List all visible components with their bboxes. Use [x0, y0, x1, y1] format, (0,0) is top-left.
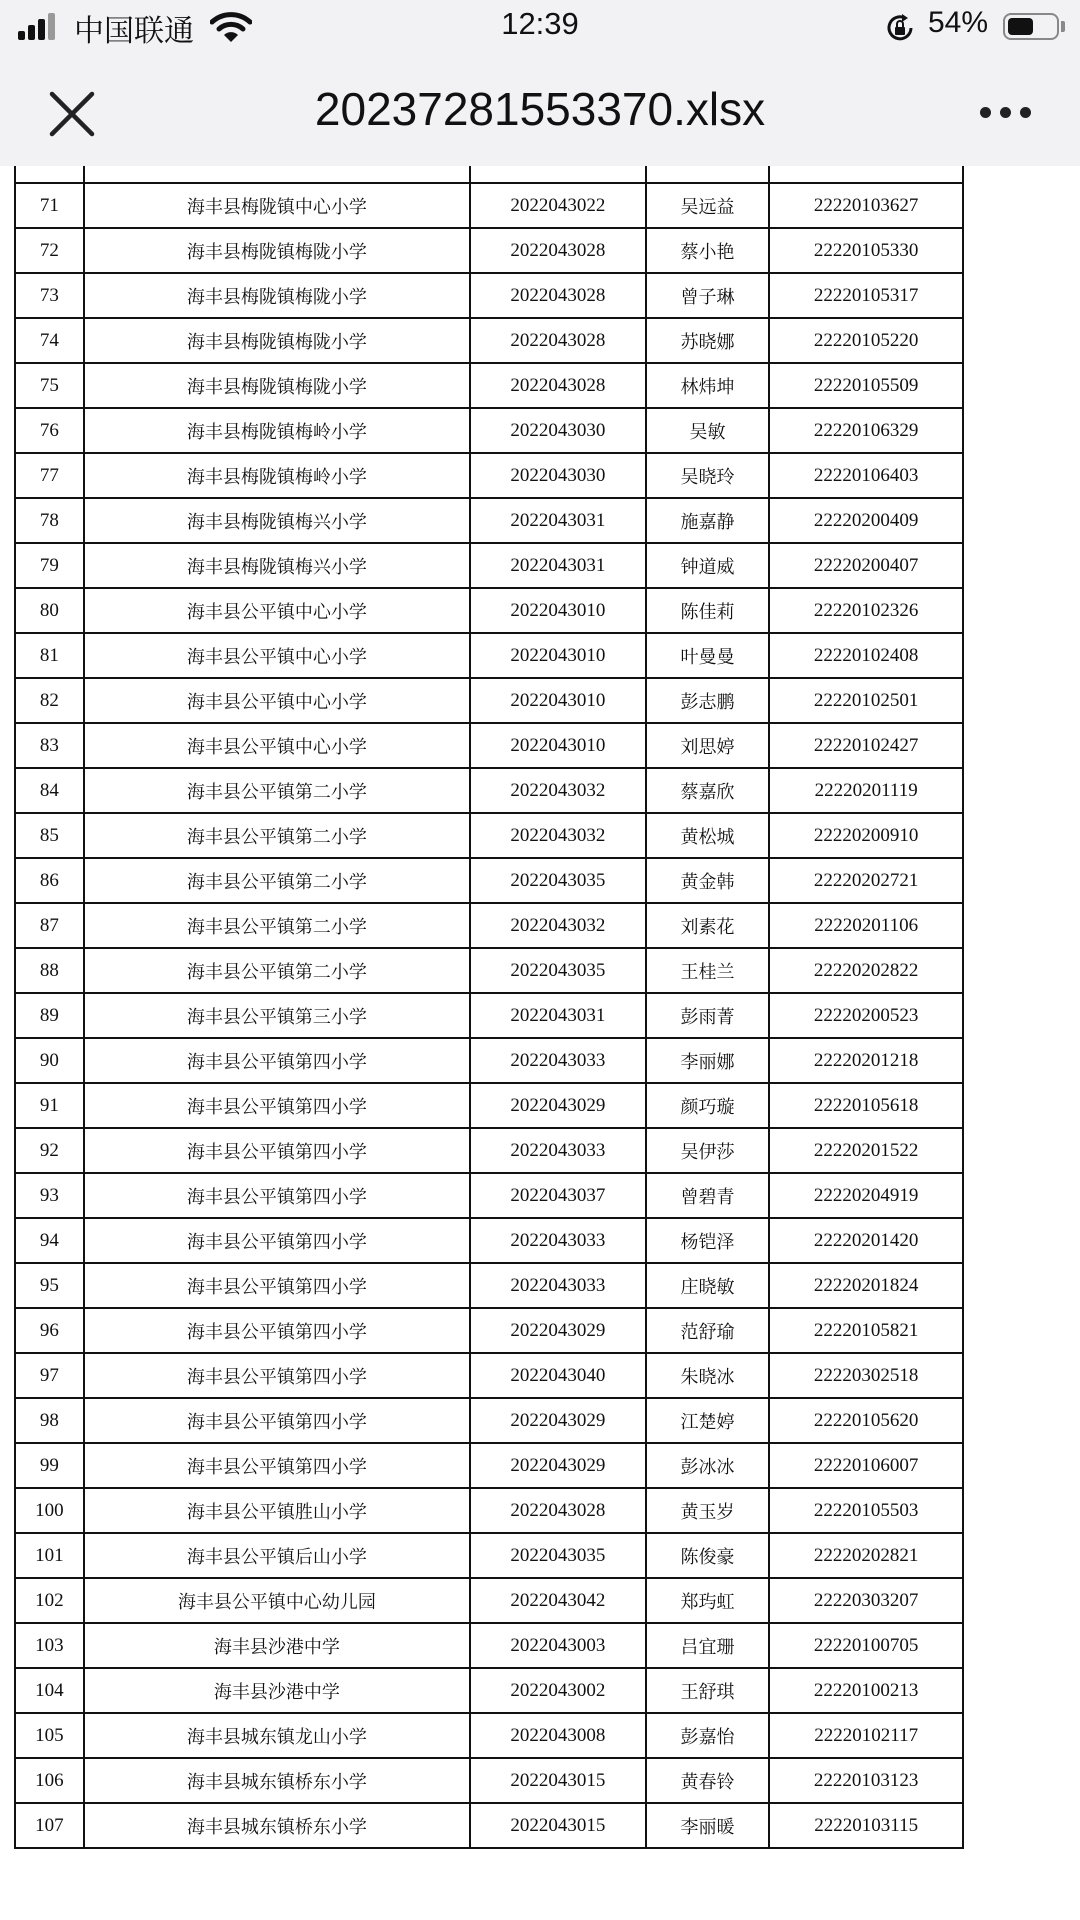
table-row [15, 318, 963, 363]
person-name-cell[interactable]: 颜巧璇 [646, 1083, 770, 1128]
position-code-cell[interactable]: 2022043028 [470, 318, 646, 363]
exam-number-cell[interactable]: 22220105503 [769, 1488, 963, 1533]
table-row [15, 948, 963, 993]
school-name-cell[interactable]: 海丰县梅陇镇梅兴小学 [84, 498, 470, 543]
table-row [15, 813, 963, 858]
close-icon[interactable] [44, 86, 100, 142]
exam-number-cell[interactable]: 22220302518 [769, 1353, 963, 1398]
exam-number-cell[interactable]: 22220201218 [769, 1038, 963, 1083]
school-name-cell[interactable]: 海丰县公平镇第四小学 [84, 1263, 470, 1308]
exam-number-cell[interactable]: 22220100213 [769, 1668, 963, 1713]
person-name-cell[interactable]: 曾碧青 [646, 1173, 770, 1218]
person-name-cell[interactable]: 苏晓娜 [646, 318, 770, 363]
row-number-cell[interactable]: 98 [15, 1398, 84, 1443]
row-number-cell[interactable]: 100 [15, 1488, 84, 1533]
exam-number-cell[interactable]: 22220105220 [769, 318, 963, 363]
school-name-cell[interactable]: 海丰县公平镇第二小学 [84, 903, 470, 948]
row-number-cell[interactable]: 96 [15, 1308, 84, 1353]
school-name-cell[interactable]: 海丰县公平镇第四小学 [84, 1218, 470, 1263]
person-name-cell[interactable]: 吴晓玲 [646, 453, 770, 498]
table-row [15, 1038, 963, 1083]
person-name-cell[interactable]: 彭嘉怡 [646, 1713, 770, 1758]
position-code-cell[interactable]: 2022043040 [470, 1353, 646, 1398]
exam-number-cell[interactable]: 22220102427 [769, 723, 963, 768]
exam-number-cell[interactable]: 22220105509 [769, 363, 963, 408]
table-row [15, 1668, 963, 1713]
school-name-cell[interactable]: 海丰县公平镇中心小学 [84, 588, 470, 633]
position-code-cell[interactable]: 2022043037 [470, 1173, 646, 1218]
row-number-cell[interactable]: 92 [15, 1128, 84, 1173]
school-name-cell[interactable]: 海丰县公平镇后山小学 [84, 1533, 470, 1578]
school-name-cell[interactable]: 海丰县公平镇第二小学 [84, 948, 470, 993]
exam-number-cell[interactable]: 22220105620 [769, 1398, 963, 1443]
row-number-cell[interactable]: 95 [15, 1263, 84, 1308]
person-name-cell[interactable]: 江楚婷 [646, 1398, 770, 1443]
person-name-cell[interactable]: 吴远益 [646, 183, 770, 228]
table-row [15, 1713, 963, 1758]
school-name-cell[interactable]: 海丰县公平镇第二小学 [84, 858, 470, 903]
school-name-cell[interactable]: 海丰县沙港中学 [84, 1623, 470, 1668]
school-name-cell[interactable]: 海丰县公平镇第四小学 [84, 1308, 470, 1353]
document-title: 20237281553370.xlsx [314, 83, 766, 135]
school-name-cell[interactable]: 海丰县公平镇第四小学 [84, 1443, 470, 1488]
row-number-cell[interactable]: 94 [15, 1218, 84, 1263]
position-code-cell[interactable]: 2022043031 [470, 993, 646, 1038]
row-number-cell[interactable]: 106 [15, 1758, 84, 1803]
table-row [15, 768, 963, 813]
exam-number-cell[interactable]: 22220200409 [769, 498, 963, 543]
school-name-cell[interactable]: 海丰县公平镇第四小学 [84, 1038, 470, 1083]
table-row [15, 228, 963, 273]
status-bar [0, 0, 1080, 56]
table-row [15, 1353, 963, 1398]
person-name-cell[interactable]: 吴伊莎 [646, 1128, 770, 1173]
school-name-cell[interactable]: 海丰县城东镇桥东小学 [84, 1803, 470, 1848]
exam-number-cell[interactable]: 22220102408 [769, 633, 963, 678]
school-name-cell[interactable]: 海丰县梅陇镇梅陇小学 [84, 363, 470, 408]
table-row [15, 1803, 963, 1848]
row-number-cell[interactable]: 85 [15, 813, 84, 858]
school-name-cell[interactable]: 海丰县公平镇第三小学 [84, 993, 470, 1038]
battery-icon [1003, 13, 1059, 40]
person-name-cell[interactable]: 蔡嘉欣 [646, 768, 770, 813]
school-name-cell[interactable]: 海丰县城东镇龙山小学 [84, 1713, 470, 1758]
person-name-cell[interactable]: 彭志鹏 [646, 678, 770, 723]
school-name-cell[interactable]: 海丰县公平镇中心小学 [84, 723, 470, 768]
row-number-cell[interactable]: 99 [15, 1443, 84, 1488]
person-name-cell[interactable]: 曾子琳 [646, 273, 770, 318]
position-code-cell[interactable]: 2022043022 [470, 183, 646, 228]
row-number-cell[interactable]: 81 [15, 633, 84, 678]
row-number-cell[interactable]: 79 [15, 543, 84, 588]
school-name-cell[interactable]: 海丰县城东镇桥东小学 [84, 1758, 470, 1803]
row-number-cell[interactable]: 102 [15, 1578, 84, 1623]
position-code-cell[interactable]: 2022043031 [470, 498, 646, 543]
school-name-cell[interactable]: 海丰县公平镇第四小学 [84, 1128, 470, 1173]
table-row [15, 1533, 963, 1578]
table-row [15, 993, 963, 1038]
more-options-icon[interactable] [980, 104, 1032, 124]
exam-number-cell[interactable]: 22220106403 [769, 453, 963, 498]
position-code-cell[interactable]: 2022043030 [470, 408, 646, 453]
rotation-lock-icon [884, 12, 916, 44]
exam-number-cell[interactable]: 22220102501 [769, 678, 963, 723]
school-name-cell[interactable]: 海丰县公平镇第四小学 [84, 1398, 470, 1443]
exam-number-cell[interactable]: 22220200523 [769, 993, 963, 1038]
table-row [15, 1263, 963, 1308]
row-number-cell[interactable]: 87 [15, 903, 84, 948]
position-code-cell[interactable]: 2022043003 [470, 1623, 646, 1668]
row-number-cell[interactable]: 72 [15, 228, 84, 273]
school-name-cell[interactable]: 海丰县梅陇镇梅岭小学 [84, 453, 470, 498]
school-name-cell[interactable]: 海丰县公平镇第四小学 [84, 1173, 470, 1218]
position-code-cell[interactable]: 2022043028 [470, 228, 646, 273]
table-row [15, 1488, 963, 1533]
person-name-cell[interactable]: 吴敏 [646, 408, 770, 453]
school-name-cell[interactable]: 海丰县公平镇中心幼儿园 [84, 1578, 470, 1623]
row-number-cell[interactable]: 97 [15, 1353, 84, 1398]
person-name-cell[interactable]: 黄金韩 [646, 858, 770, 903]
row-number-cell[interactable]: 101 [15, 1533, 84, 1578]
exam-number-cell[interactable]: 22220105330 [769, 228, 963, 273]
person-name-cell[interactable]: 彭冰冰 [646, 1443, 770, 1488]
row-number-cell[interactable]: 103 [15, 1623, 84, 1668]
row-number-cell[interactable]: 107 [15, 1803, 84, 1848]
school-name-cell[interactable]: 海丰县梅陇镇梅岭小学 [84, 408, 470, 453]
table-row [15, 498, 963, 543]
position-code-cell[interactable]: 2022043033 [470, 1038, 646, 1083]
row-number-cell[interactable]: 74 [15, 318, 84, 363]
position-code-cell[interactable]: 2022043032 [470, 768, 646, 813]
exam-number-cell[interactable]: 22220202721 [769, 858, 963, 903]
person-name-cell[interactable]: 施嘉静 [646, 498, 770, 543]
position-code-cell[interactable]: 2022043029 [470, 1083, 646, 1128]
position-code-cell[interactable]: 2022043015 [470, 1758, 646, 1803]
exam-number-cell[interactable]: 22220100705 [769, 1623, 963, 1668]
row-number-cell[interactable]: 83 [15, 723, 84, 768]
row-number-cell[interactable]: 93 [15, 1173, 84, 1218]
person-name-cell[interactable]: 刘素花 [646, 903, 770, 948]
position-code-cell[interactable]: 2022043029 [470, 1308, 646, 1353]
row-number-cell[interactable]: 86 [15, 858, 84, 903]
position-code-cell[interactable]: 2022043033 [470, 1263, 646, 1308]
exam-number-cell[interactable]: 22220106329 [769, 408, 963, 453]
row-number-cell[interactable]: 73 [15, 273, 84, 318]
row-number-cell[interactable]: 91 [15, 1083, 84, 1128]
person-name-cell[interactable]: 叶曼曼 [646, 633, 770, 678]
table-row [15, 543, 963, 588]
school-name-cell[interactable]: 海丰县公平镇胜山小学 [84, 1488, 470, 1533]
exam-number-cell[interactable]: 22220105618 [769, 1083, 963, 1128]
school-name-cell[interactable]: 海丰县梅陇镇中心小学 [84, 183, 470, 228]
person-name-cell[interactable]: 陈俊豪 [646, 1533, 770, 1578]
position-code-cell[interactable]: 2022043033 [470, 1218, 646, 1263]
position-code-cell[interactable]: 2022043028 [470, 363, 646, 408]
status-time: 12:39 [501, 6, 579, 41]
position-code-cell[interactable]: 2022043042 [470, 1578, 646, 1623]
exam-number-cell[interactable]: 22220106007 [769, 1443, 963, 1488]
exam-number-cell[interactable]: 22220200910 [769, 813, 963, 858]
row-number-cell[interactable]: 88 [15, 948, 84, 993]
exam-number-cell[interactable]: 22220200407 [769, 543, 963, 588]
exam-number-cell[interactable]: 22220102326 [769, 588, 963, 633]
position-code-cell[interactable]: 2022043010 [470, 678, 646, 723]
row-number-cell[interactable]: 77 [15, 453, 84, 498]
table-row [15, 1218, 963, 1263]
school-name-cell[interactable]: 海丰县梅陇镇梅陇小学 [84, 318, 470, 363]
table-row [15, 183, 963, 228]
row-number-cell[interactable]: 84 [15, 768, 84, 813]
position-code-cell[interactable]: 2022043029 [470, 1398, 646, 1443]
table-row [15, 633, 963, 678]
person-name-cell[interactable]: 杨铠泽 [646, 1218, 770, 1263]
battery-percentage: 54% [928, 6, 989, 39]
table-row [15, 588, 963, 633]
exam-number-cell[interactable]: 22220102117 [769, 1713, 963, 1758]
table-row [15, 858, 963, 903]
carrier-name: 中国联通 [74, 14, 194, 49]
person-name-cell[interactable]: 黄春铃 [646, 1758, 770, 1803]
table-row [15, 1083, 963, 1128]
person-name-cell[interactable]: 李丽暖 [646, 1803, 770, 1848]
position-code-cell[interactable]: 2022043010 [470, 723, 646, 768]
person-name-cell[interactable]: 庄晓敏 [646, 1263, 770, 1308]
exam-number-cell[interactable]: 22220103123 [769, 1758, 963, 1803]
exam-number-cell[interactable]: 22220103115 [769, 1803, 963, 1848]
table-row [15, 273, 963, 318]
table-row [15, 453, 963, 498]
table-row-partial [15, 166, 963, 183]
position-code-cell[interactable]: 2022043028 [470, 1488, 646, 1533]
school-name-cell[interactable]: 海丰县公平镇第四小学 [84, 1353, 470, 1398]
position-code-cell[interactable]: 2022043031 [470, 543, 646, 588]
exam-number-cell[interactable]: 22220201420 [769, 1218, 963, 1263]
row-number-cell[interactable]: 82 [15, 678, 84, 723]
position-code-cell[interactable]: 2022043033 [470, 1128, 646, 1173]
table-row [15, 1758, 963, 1803]
position-code-cell[interactable]: 2022043029 [470, 1443, 646, 1488]
table-row [15, 408, 963, 453]
person-name-cell[interactable]: 刘思婷 [646, 723, 770, 768]
person-name-cell[interactable]: 黄松城 [646, 813, 770, 858]
row-number-cell[interactable]: 89 [15, 993, 84, 1038]
person-name-cell[interactable]: 范舒瑜 [646, 1308, 770, 1353]
row-number-cell[interactable]: 78 [15, 498, 84, 543]
table-row [15, 1173, 963, 1218]
position-code-cell[interactable]: 2022043030 [470, 453, 646, 498]
table-row [15, 1578, 963, 1623]
table-row [15, 1308, 963, 1353]
person-name-cell[interactable]: 林炜坤 [646, 363, 770, 408]
school-name-cell[interactable]: 海丰县公平镇中心小学 [84, 678, 470, 723]
person-name-cell[interactable]: 王舒琪 [646, 1668, 770, 1713]
row-number-cell[interactable]: 104 [15, 1668, 84, 1713]
school-name-cell[interactable]: 海丰县公平镇第二小学 [84, 813, 470, 858]
table-row [15, 1623, 963, 1668]
person-name-cell[interactable]: 王桂兰 [646, 948, 770, 993]
person-name-cell[interactable]: 钟道威 [646, 543, 770, 588]
person-name-cell[interactable]: 陈佳莉 [646, 588, 770, 633]
row-number-cell[interactable]: 90 [15, 1038, 84, 1083]
person-name-cell[interactable]: 彭雨菁 [646, 993, 770, 1038]
exam-number-cell[interactable]: 22220105317 [769, 273, 963, 318]
position-code-cell[interactable]: 2022043008 [470, 1713, 646, 1758]
row-number-cell[interactable]: 80 [15, 588, 84, 633]
table-row [15, 1128, 963, 1173]
exam-number-cell[interactable]: 22220201106 [769, 903, 963, 948]
exam-number-cell[interactable]: 22220201522 [769, 1128, 963, 1173]
table-row [15, 1398, 963, 1443]
table-row [15, 1443, 963, 1488]
table-row [15, 723, 963, 768]
person-name-cell[interactable]: 郑玙虹 [646, 1578, 770, 1623]
navigation-bar [0, 56, 1080, 166]
position-code-cell[interactable]: 2022043032 [470, 813, 646, 858]
exam-number-cell[interactable]: 22220202821 [769, 1533, 963, 1578]
person-name-cell[interactable]: 朱晓冰 [646, 1353, 770, 1398]
school-name-cell[interactable]: 海丰县公平镇中心小学 [84, 633, 470, 678]
school-name-cell[interactable]: 海丰县梅陇镇梅陇小学 [84, 228, 470, 273]
position-code-cell[interactable]: 2022043028 [470, 273, 646, 318]
exam-number-cell[interactable]: 22220202822 [769, 948, 963, 993]
exam-number-cell[interactable]: 22220201119 [769, 768, 963, 813]
data-table [14, 166, 964, 1849]
spreadsheet-view[interactable] [14, 166, 964, 1920]
position-code-cell[interactable]: 2022043015 [470, 1803, 646, 1848]
person-name-cell[interactable]: 黄玉岁 [646, 1488, 770, 1533]
exam-number-cell[interactable]: 22220105821 [769, 1308, 963, 1353]
exam-number-cell[interactable]: 22220103627 [769, 183, 963, 228]
school-name-cell[interactable]: 海丰县梅陇镇梅陇小学 [84, 273, 470, 318]
position-code-cell[interactable]: 2022043002 [470, 1668, 646, 1713]
table-row [15, 903, 963, 948]
person-name-cell[interactable]: 李丽娜 [646, 1038, 770, 1083]
school-name-cell[interactable]: 海丰县公平镇第二小学 [84, 768, 470, 813]
table-row [15, 678, 963, 723]
battery-level-fill [1008, 18, 1033, 35]
exam-number-cell[interactable]: 22220303207 [769, 1578, 963, 1623]
position-code-cell[interactable]: 2022043010 [470, 633, 646, 678]
row-number-cell[interactable]: 71 [15, 183, 84, 228]
position-code-cell[interactable]: 2022043035 [470, 1533, 646, 1578]
person-name-cell[interactable]: 吕宜珊 [646, 1623, 770, 1668]
battery-cap [1061, 21, 1065, 32]
exam-number-cell[interactable]: 22220201824 [769, 1263, 963, 1308]
exam-number-cell[interactable]: 22220204919 [769, 1173, 963, 1218]
position-code-cell[interactable]: 2022043032 [470, 903, 646, 948]
row-number-cell[interactable]: 105 [15, 1713, 84, 1758]
row-number-cell[interactable]: 76 [15, 408, 84, 453]
row-number-cell[interactable]: 75 [15, 363, 84, 408]
position-code-cell[interactable]: 2022043010 [470, 588, 646, 633]
school-name-cell[interactable]: 海丰县梅陇镇梅兴小学 [84, 543, 470, 588]
person-name-cell[interactable]: 蔡小艳 [646, 228, 770, 273]
school-name-cell[interactable]: 海丰县沙港中学 [84, 1668, 470, 1713]
position-code-cell[interactable]: 2022043035 [470, 948, 646, 993]
school-name-cell[interactable]: 海丰县公平镇第四小学 [84, 1083, 470, 1128]
position-code-cell[interactable]: 2022043035 [470, 858, 646, 903]
table-row [15, 363, 963, 408]
